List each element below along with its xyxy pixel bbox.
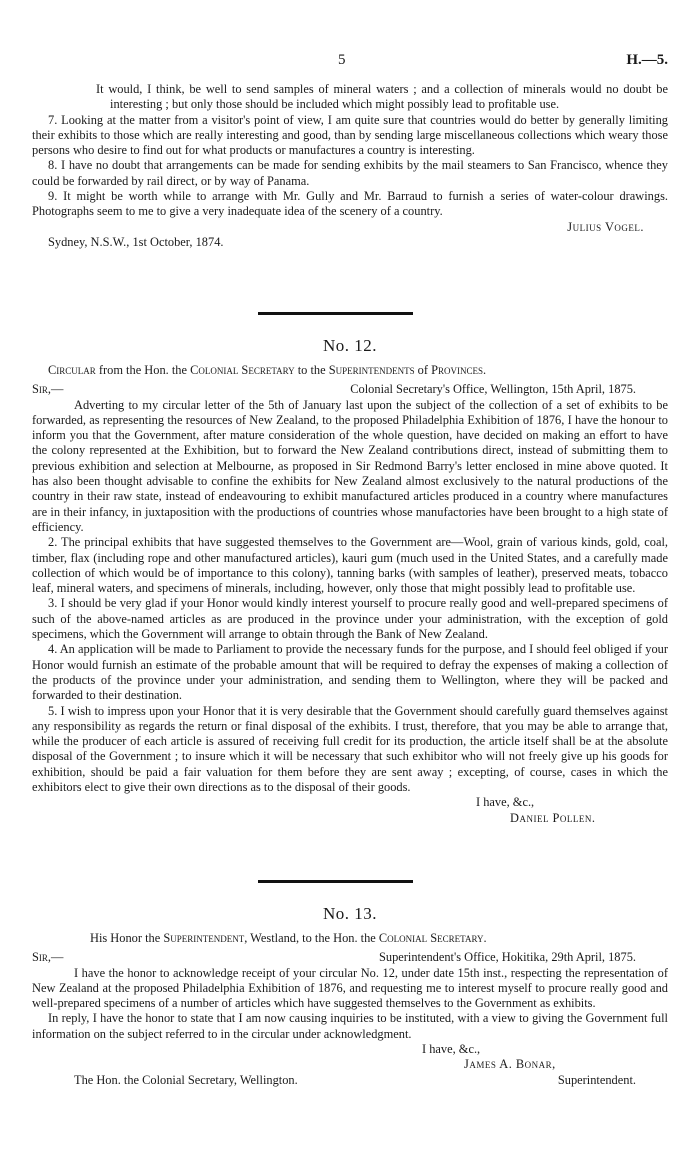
- salutation-row: [32, 382, 668, 397]
- addressee: The Hon. the Colonial Secretary, Wellington.: [74, 1072, 298, 1087]
- salutation-13: Sir,—: [32, 950, 64, 965]
- addressee-row: [32, 1073, 668, 1088]
- paragraph-7: 7. Looking at the matter from a visitor's point of view, I am quite sure that countries would do better by generally limiting their exhibits to those which are really interesting and good, than by sending large miscellaneous collections which weary those persons who desire to find out for what products or manufactures a country is interesting.: [32, 112, 668, 158]
- signature-bonar: James A. Bonar,: [464, 1057, 556, 1072]
- section-13: [32, 931, 668, 1088]
- section-divider: [258, 312, 413, 315]
- signature-pollen: Daniel Pollen.: [510, 810, 596, 825]
- paragraph-5: 5. I wish to impress upon your Honor that it is very desirable that the Government should carefully guard themselves against any responsibility as regards the return or final disposal of the exhibits. I trust, therefore, that you may be able to arrange that, while the producer of each article is assured of receiving full credit for its production, the article itself shall be at the absolute disposal of the Government ; to insure which it will be necessary that such exhibitor who will not freely give up his goods for exhibition, should be paid a fair valuation for them before they are sent away ; excepting, of course, cases in which the exhibitors elect to give their own directions as to the disposal of their goods.: [32, 703, 668, 795]
- document-reference: H.—5.: [626, 52, 668, 68]
- section-number-12: No. 12.: [322, 336, 378, 355]
- paragraph-13-1: I have the honor to acknowledge receipt of your circular No. 12, under date 15th inst., respecting the representation of New Zealand at the proposed Philadelphia Exhibition of 1876, and requesting me to interest myself to procure really good and well-prepared specimens of a number of articles which have suggested themselves to the Government as exhibits.: [32, 965, 668, 1011]
- closing: I have, &c.,: [476, 795, 535, 810]
- closing-13: I have, &c.,: [422, 1042, 481, 1057]
- office-date: Colonial Secretary's Office, Wellington, 15th April, 1875.: [350, 382, 636, 397]
- section-13-heading: His Honor the Superintendent, Westland, to the Hon. the Colonial Secretary.: [90, 931, 487, 945]
- office-date-13: Superintendent's Office, Hokitika, 29th April, 1875.: [378, 950, 636, 965]
- paragraph-9: 9. It might be worth while to arrange with Mr. Gully and Mr. Barraud to furnish a series of water-colour drawings. Photographs seem to me to give a very inadequate idea of the scenery of a country.: [32, 189, 668, 219]
- section-divider-2: [258, 880, 413, 883]
- paragraph-4: 4. An application will be made to Parliament to provide the necessary funds for the purpose, and I should feel obliged if your Honor would furnish an estimate of the probable amount that will be required to defray the expenses of making a collection of the products of the province under your administration, and sending them to Wellington, where they will be packed and forwarded to their destination.: [32, 642, 668, 703]
- paragraph-mineral-waters: It would, I think, be well to send samples of mineral waters ; and a collection of minerals would no doubt be interesting ; but only those should be included which might possibly lead to profitable use.: [96, 82, 668, 112]
- paragraph-13-2: In reply, I have the honor to state that I am now causing inquiries to be instituted, with a view to giving the Government full information on the subject referred to in the circular under acknowledgment.: [32, 1011, 668, 1041]
- paragraph-2: 2. The principal exhibits that have suggested themselves to the Government are—Wool, grain of various kinds, gold, coal, timber, flax (including rope and other manufactured articles), kauri gum (much used in the United States, and a carefully made collection of which would be of importance to this colony), tanning barks (with samples of leather), preserved meats, tobacco leaf, mineral waters, and specimens of minerals, including, however, only those that might possibly lead to profitable use.: [32, 535, 668, 596]
- section-12: [32, 363, 668, 826]
- paragraph-intro: Adverting to my circular letter of the 5th of January last upon the subject of the collection of a set of exhibits to be forwarded, as representing the resources of New Zealand, to the proposed Philadelphia Exhibition of 1876, I have the honour to inform you that the Government, after mature consideration of the whole question, have decided on making an effort to have the colony represented at the Exhibition, but to forward the New Zealand contributions direct, instead of submitting them to previous exhibition and selection at Melbourne, as proposed in Sir Redmond Barry's letter enclosed in mine above quoted. It has also been thought advisable to confine the exhibits for New Zealand almost exclusively to the natural productions of the country in their raw state, instead of endeavouring to exhibit manufactured articles produced in a country where manufactures are in their infancy, in juxtaposition with the productions of countries whose manufactories have been brought to a high state of efficiency.: [32, 397, 668, 534]
- section-12-heading: Circular from the Hon. the Colonial Secretary to the Superintendents of Provinces.: [48, 363, 487, 377]
- page-number: 5: [338, 52, 346, 68]
- salutation-row-13: [32, 950, 668, 965]
- paragraph-8: 8. I have no doubt that arrangements can be made for sending exhibits by the mail steamers to San Francisco, whence they could be forwarded by rail direct, or by way of Panama.: [32, 158, 668, 188]
- paragraph-3: 3. I should be very glad if your Honor would kindly interest yourself to procure really good and well-prepared specimens of such of the above-named articles as are produced in the province under your administration, with the exception of gold specimens, which the Government will arrange to obtain through the Bank of New Zealand.: [32, 596, 668, 642]
- section-number-13: No. 13.: [322, 904, 378, 923]
- signatory-title: Superintendent.: [557, 1072, 636, 1087]
- place-date: Sydney, N.S.W., 1st October, 1874.: [48, 234, 224, 249]
- signature-vogel: Julius Vogel.: [567, 219, 644, 234]
- top-section: [32, 82, 668, 250]
- salutation: Sir,—: [32, 382, 64, 397]
